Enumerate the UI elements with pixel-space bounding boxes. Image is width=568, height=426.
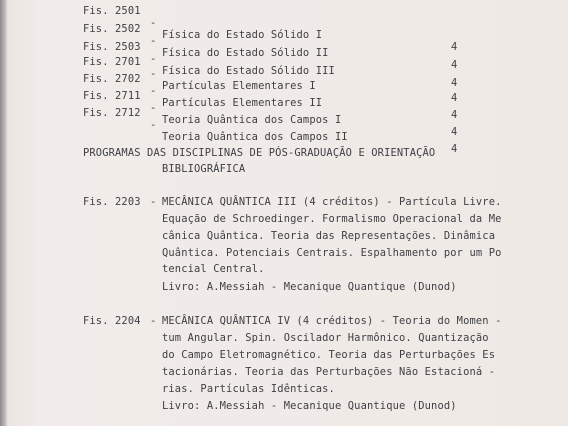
program-text-line: Quântica. Potenciais Centrais. Espalhamento por um Po (162, 247, 502, 259)
course-code: Fis. 2711 (83, 90, 141, 102)
course-dash: - (150, 17, 157, 29)
course-dash: - (150, 85, 157, 97)
course-credits: 4 (451, 41, 458, 53)
course-code: Fis. 2702 (83, 73, 141, 85)
course-credits: 4 (451, 109, 458, 121)
course-title: Teoria Quântica dos Campos I (162, 114, 342, 126)
course-dash: - (150, 68, 157, 80)
program-book: Livro: A.Messiah - Mecanique Quantique (Dunod) (162, 281, 457, 293)
course-credits: 4 (451, 143, 458, 155)
course-code: Fis. 2701 (83, 56, 141, 68)
program-text-line: rias. Partículas Idênticas. (162, 383, 335, 395)
program-dash: - (150, 315, 157, 327)
program-text-line: cânica Quântica. Teoria das Representações. Dinâmica (162, 230, 496, 242)
program-text-line: MECÂNICA QUÂNTICA III (4 créditos) - Partícula Livre. (162, 196, 502, 208)
course-credits: 4 (451, 59, 458, 71)
course-code: Fis. 2501 (83, 5, 141, 17)
program-code: Fis. 2204 (83, 315, 141, 327)
course-title: Física do Estado Sólido I (162, 29, 323, 41)
course-title: Física do Estado Sólido II (162, 47, 329, 59)
course-code: Fis. 2503 (83, 41, 141, 53)
program-text-line: tacionárias. Teoria das Perturbações Não Estacioná - (162, 366, 496, 378)
course-title: Partículas Elementares II (162, 97, 323, 109)
program-code: Fis. 2203 (83, 196, 141, 208)
course-dash: - (150, 119, 157, 131)
program-dash: - (150, 196, 157, 208)
program-text-line: tum Angular. Spin. Oscilador Harmônico. Quantização (162, 332, 489, 344)
course-dash: - (150, 53, 157, 65)
course-title: Partículas Elementares I (162, 80, 316, 92)
course-credits: 4 (451, 77, 458, 89)
program-book: Livro: A.Messiah - Mecanique Quantique (Dunod) (162, 400, 457, 412)
course-credits: 4 (451, 92, 458, 104)
program-text-line: Equação de Schroedinger. Formalismo Operacional da Me (162, 213, 502, 225)
course-code: Fis. 2712 (83, 107, 141, 119)
section-heading-line1: PROGRAMAS DAS DISCIPLINAS DE PÓS-GRADUAÇÃO E ORIENTAÇÃO (83, 147, 436, 159)
course-dash: - (150, 35, 157, 47)
course-code: Fis. 2502 (83, 23, 141, 35)
course-credits: 4 (451, 126, 458, 138)
section-heading-line2: BIBLIOGRÁFICA (162, 163, 246, 175)
program-text-line: MECÂNICA QUÂNTICA IV (4 créditos) - Teoria do Momen - (162, 315, 502, 327)
course-title: Física do Estado Sólido III (162, 65, 335, 77)
course-title: Teoria Quântica dos Campos II (162, 131, 348, 143)
course-dash: - (150, 102, 157, 114)
program-text-line: tencial Central. (162, 263, 265, 275)
program-text-line: do Campo Eletromagnético. Teoria das Perturbações Es (162, 349, 496, 361)
